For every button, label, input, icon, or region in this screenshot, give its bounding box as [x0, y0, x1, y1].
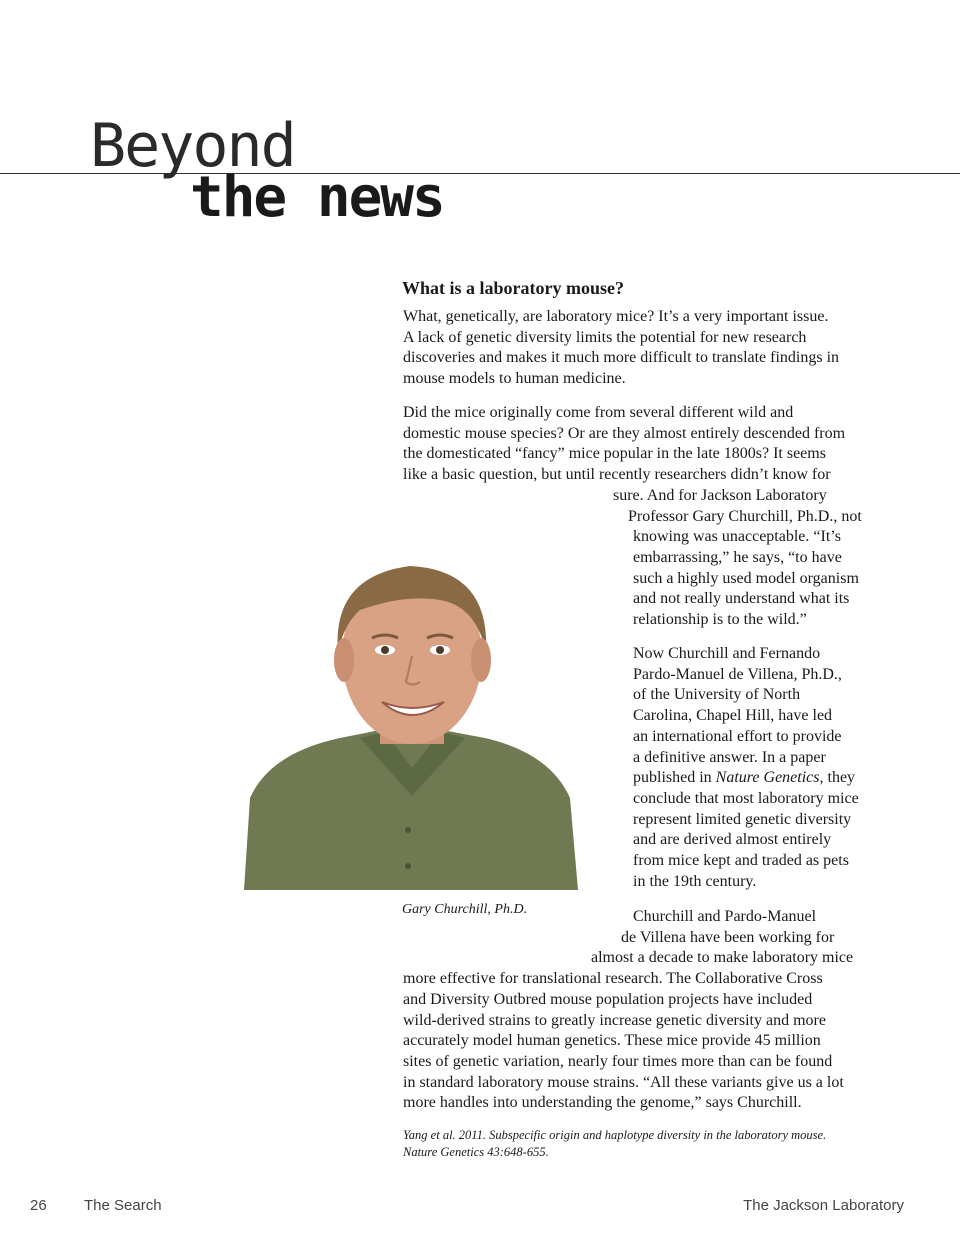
p3-line: [633, 768, 893, 789]
citation-line: Nature Genetics 43:648-655.: [403, 1145, 549, 1159]
p2-line: and not really understand what its: [633, 590, 850, 608]
portrait-illustration: [240, 548, 578, 890]
article-heading: What is a laboratory mouse?: [402, 278, 624, 298]
p2-line: embarrassing,” he says, “to have: [633, 548, 842, 566]
header-beyond: Beyond: [90, 111, 295, 181]
p3-line: a definitive answer. In a paper: [633, 748, 826, 766]
publication-name: The Search: [84, 1197, 162, 1214]
p4-line: de Villena have been working for: [621, 928, 835, 946]
citation: [403, 1127, 826, 1161]
p2-line: such a highly used model organism: [633, 569, 859, 587]
journal-name: Nature Genetics: [715, 769, 820, 787]
p1-line: What, genetically, are laboratory mice? It’s a very important issue.: [403, 308, 829, 325]
p4-line: sites of genetic variation, nearly four times more than can be found: [403, 1052, 833, 1070]
p4-line: more effective for translational research. The Collaborative Cross: [403, 970, 823, 988]
paragraph-3: [633, 644, 893, 892]
p1-line: discoveries and makes it much more difficult to translate findings in: [403, 349, 840, 367]
p3-line: in the 19th century.: [633, 872, 757, 890]
header-the-news: the news: [190, 165, 444, 230]
p3-text: , they: [819, 769, 856, 787]
p4-line: accurately model human genetics. These mice provide 45 million: [403, 1032, 821, 1050]
paragraph-1: [403, 307, 883, 390]
p4-line: almost a decade to make laboratory mice: [591, 949, 854, 967]
p3-line: Now Churchill and Fernando: [633, 645, 821, 662]
page-number: 26: [30, 1197, 47, 1214]
p3-line: represent limited genetic diversity: [633, 810, 852, 828]
p4-line: and Diversity Outbred mouse population projects have included: [403, 990, 813, 1008]
p3-line: conclude that most laboratory mice: [633, 789, 859, 807]
p2-line: Professor Gary Churchill, Ph.D., not: [628, 507, 862, 525]
p4-line: wild-derived strains to greatly increase genetic diversity and more: [403, 1011, 826, 1029]
p3-line: an international effort to provide: [633, 727, 842, 745]
p3-line: Pardo-Manuel de Villena, Ph.D.,: [633, 665, 842, 683]
citation-line: Yang et al. 2011. Subspecific origin and haplotype diversity in the laboratory mouse.: [403, 1128, 827, 1142]
p2-line: like a basic question, but until recently researchers didn’t know for: [403, 466, 831, 484]
p2-line: sure. And for Jackson Laboratory: [613, 486, 827, 504]
paragraph-4: [403, 907, 883, 1114]
p1-line: A lack of genetic diversity limits the potential for new research: [403, 328, 807, 346]
portrait-photo: [240, 548, 578, 890]
organization-name: The Jackson Laboratory: [743, 1197, 904, 1214]
p3-line: from mice kept and traded as pets: [633, 852, 849, 870]
p2-line: knowing was unacceptable. “It’s: [633, 528, 841, 546]
p2-line: relationship is to the wild.”: [633, 611, 807, 629]
p2-line: the domesticated “fancy” mice popular in the late 1800s? It seems: [403, 445, 826, 463]
p3-line: of the University of North: [633, 686, 801, 704]
p3-line: and are derived almost entirely: [633, 831, 832, 849]
p2-line: Did the mice originally come from several different wild and: [403, 404, 794, 421]
p4-line: in standard laboratory mouse strains. “All these variants give us a lot: [403, 1073, 844, 1091]
p3-line: Carolina, Chapel Hill, have led: [633, 707, 833, 725]
p3-text: published in: [633, 769, 716, 787]
photo-caption: Gary Churchill, Ph.D.: [402, 902, 528, 917]
p4-line: more handles into understanding the genome,” says Churchill.: [403, 1094, 802, 1112]
p2-line: domestic mouse species? Or are they almost entirely descended from: [403, 424, 846, 442]
p1-line: mouse models to human medicine.: [403, 370, 626, 388]
p4-line: Churchill and Pardo-Manuel: [633, 908, 817, 925]
